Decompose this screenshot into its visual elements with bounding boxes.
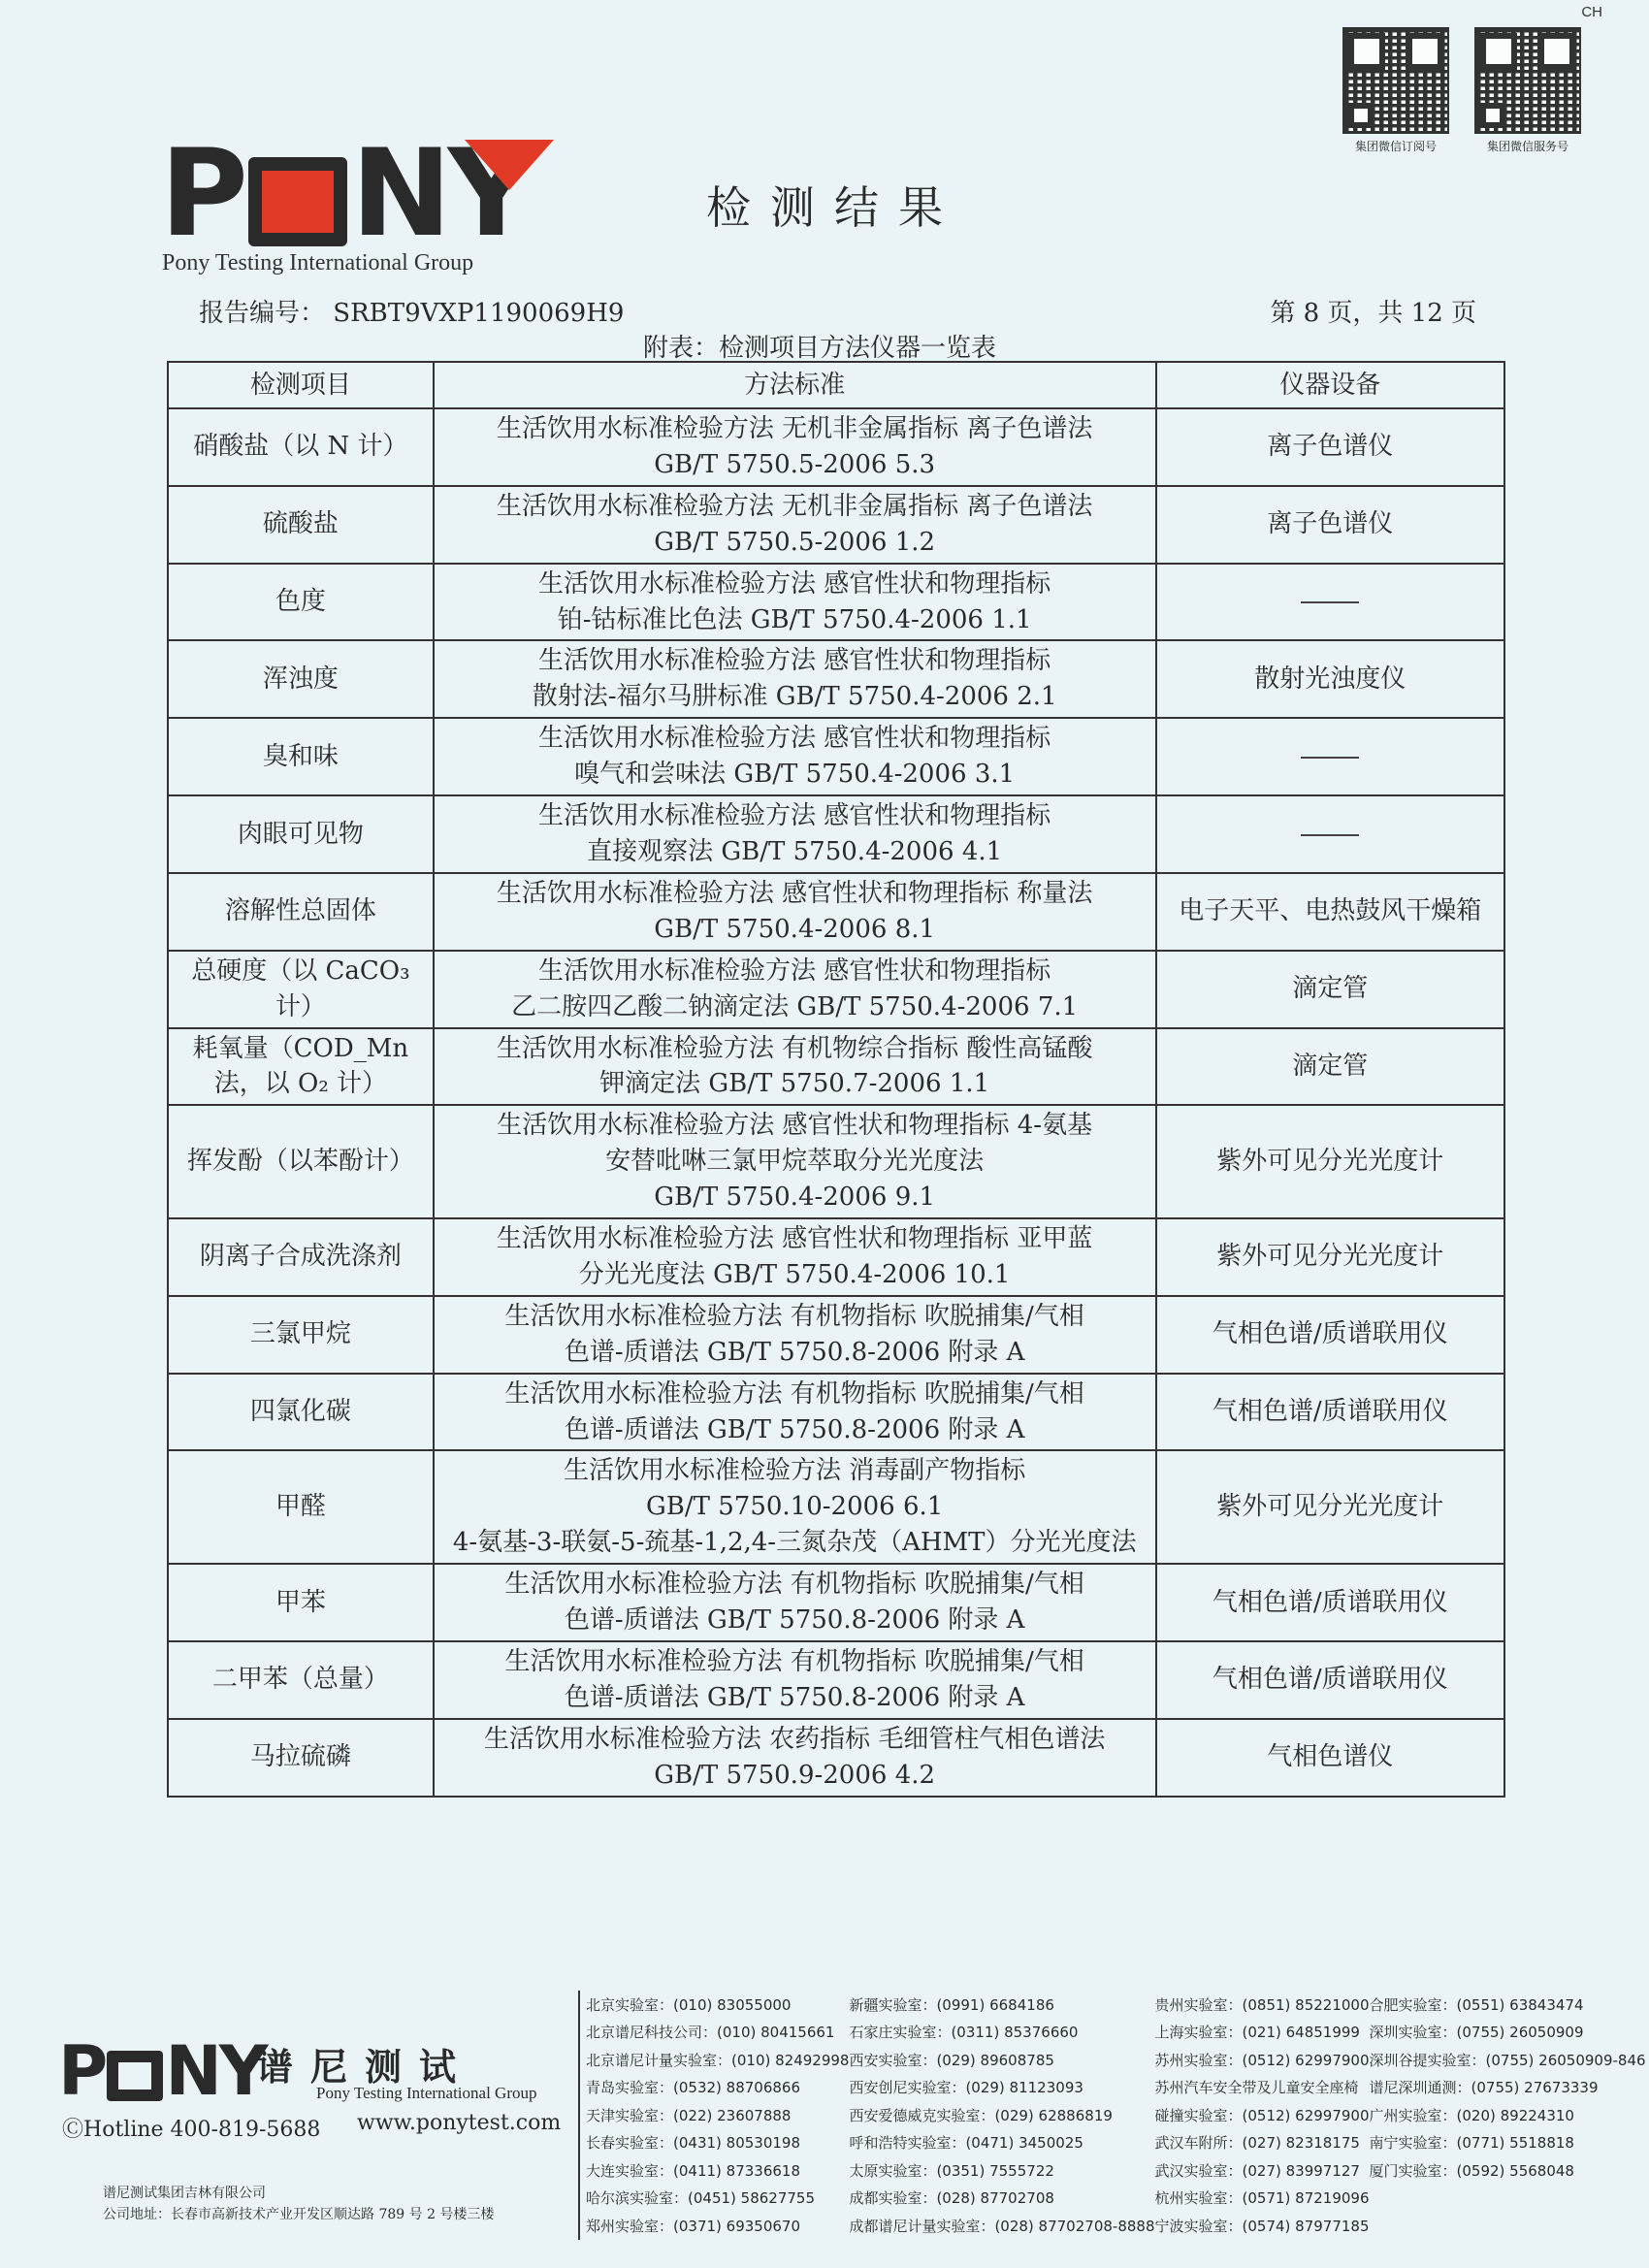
- qr-code-icon: [1342, 27, 1449, 134]
- cell-method: [434, 1296, 1156, 1374]
- cell-item: 肉眼可见物: [168, 795, 434, 873]
- method-line: 生活饮用水标准检验方法 感官性状和物理指标 亚甲蓝: [496, 1224, 1093, 1254]
- table-row: [168, 1641, 1504, 1719]
- cell-device: 气相色谱/质谱联用仪: [1156, 1564, 1504, 1641]
- lab-entry: 贵州实验室：(0851) 85221000: [1154, 1995, 1370, 2014]
- cell-device: 紫外可见分光光度计: [1156, 1450, 1504, 1564]
- footer-logo-letters-ny: NY: [165, 2031, 266, 2111]
- cell-device: 气相色谱/质谱联用仪: [1156, 1641, 1504, 1719]
- table-row: [168, 951, 1504, 1028]
- cell-method: [434, 408, 1156, 486]
- cell-item: 浑浊度: [168, 640, 434, 718]
- table-body: [168, 408, 1504, 1797]
- footer-brand-cn: 谱尼测试: [256, 2046, 474, 2089]
- cell-item: 硝酸盐（以 N 计）: [168, 408, 434, 486]
- cell-device: [1156, 795, 1504, 873]
- method-line: 生活饮用水标准检验方法 感官性状和物理指标: [538, 724, 1051, 754]
- lab-entry: 武汉车附所：(027) 82318175: [1154, 2134, 1360, 2153]
- lab-entry: 呼和浩特实验室：(0471) 3450025: [849, 2134, 1083, 2153]
- table-row: [168, 640, 1504, 718]
- method-line: GB/T 5750.4-2006 9.1: [654, 1183, 936, 1213]
- cell-device: 气相色谱仪: [1156, 1719, 1504, 1797]
- footer-logo: [58, 2031, 266, 2111]
- footer-logo-letter-p: P: [58, 2031, 106, 2111]
- method-line: 散射法-福尔马肼标准 GB/T 5750.4-2006 2.1: [532, 682, 1057, 712]
- table-row: [168, 1564, 1504, 1641]
- method-line: 生活饮用水标准检验方法 感官性状和物理指标 4-氨基: [497, 1111, 1093, 1141]
- lab-entry: 广州实验室：(020) 89224310: [1369, 2106, 1574, 2124]
- lab-entry: 哈尔滨实验室：(0451) 58627755: [586, 2189, 815, 2208]
- company-name: 谱尼测试集团吉林有限公司: [103, 2186, 266, 2201]
- logo-triangle-icon: [465, 140, 554, 190]
- lab-row: [586, 2074, 1646, 2102]
- lab-entry: 石家庄实验室：(0311) 85376660: [849, 2024, 1079, 2042]
- cell-item: 四氯化碳: [168, 1374, 434, 1451]
- cell-method: [434, 640, 1156, 718]
- qr-code-subscribe: [1342, 27, 1449, 154]
- lab-entry: 长春实验室：(0431) 80530198: [586, 2134, 800, 2153]
- method-line: 色谱-质谱法 GB/T 5750.8-2006 附录 A: [564, 1414, 1025, 1444]
- lab-entry: 谱尼深圳通测：(0755) 27673339: [1369, 2079, 1599, 2097]
- method-line: 分光光度法 GB/T 5750.4-2006 10.1: [578, 1259, 1011, 1289]
- logo-letter-p: P: [160, 124, 244, 264]
- table-row: [168, 718, 1504, 795]
- cell-method: [434, 873, 1156, 951]
- copyright-icon: Ⓒ: [62, 2118, 84, 2142]
- table-row: [168, 1374, 1504, 1451]
- table-row: [168, 408, 1504, 486]
- lab-entry: 西安实验室：(029) 89608785: [849, 2051, 1054, 2069]
- method-line: 生活饮用水标准检验方法 有机物指标 吹脱捕集/气相: [504, 1647, 1084, 1676]
- table-row: [168, 1450, 1504, 1564]
- table-subtitle: 附表：检测项目方法仪器一览表: [643, 334, 997, 363]
- qr-caption: 集团微信订阅号: [1354, 140, 1437, 153]
- method-line: 生活饮用水标准检验方法 感官性状和物理指标: [538, 801, 1051, 831]
- lab-row: [586, 2019, 1646, 2047]
- cell-item: 溶解性总固体: [168, 873, 434, 951]
- table-row: [168, 564, 1504, 641]
- method-line: 铂-钴标准比色法 GB/T 5750.4-2006 1.1: [557, 604, 1032, 634]
- header-item: 检测项目: [168, 362, 434, 408]
- lab-entry: 宁波实验室：(0574) 87977185: [1154, 2217, 1370, 2235]
- method-table: [167, 361, 1505, 1798]
- qr-code-icon: [1474, 27, 1581, 134]
- method-line: 生活饮用水标准检验方法 有机物指标 吹脱捕集/气相: [504, 1301, 1084, 1331]
- method-line: 生活饮用水标准检验方法 感官性状和物理指标: [538, 568, 1051, 599]
- lab-entry: 上海实验室：(021) 64851999: [1154, 2024, 1360, 2042]
- cell-method: [434, 1218, 1156, 1296]
- cell-method: [434, 1028, 1156, 1106]
- lab-entry: 大连实验室：(0411) 87336618: [586, 2161, 800, 2180]
- table-row: [168, 1105, 1504, 1218]
- table-row: [168, 1719, 1504, 1797]
- page-title: 检测结果: [706, 181, 962, 234]
- lab-entry: 深圳谷提实验室：(0755) 26050909-846: [1369, 2051, 1646, 2069]
- cell-item: 甲苯: [168, 1564, 434, 1641]
- empty-dash: [1301, 834, 1359, 836]
- table-row: [168, 486, 1504, 564]
- lab-directory: [578, 1991, 1646, 2240]
- table-row: [168, 1296, 1504, 1374]
- method-line: 生活饮用水标准检验方法 有机物指标 吹脱捕集/气相: [504, 1570, 1084, 1600]
- table-header-row: [168, 362, 1504, 408]
- qr-codes: [1342, 27, 1581, 154]
- method-line: 安替吡啉三氯甲烷萃取分光光度法: [605, 1147, 985, 1177]
- method-line: 生活饮用水标准检验方法 消毒副产物指标: [564, 1456, 1026, 1486]
- lab-entry: [1370, 2212, 1646, 2240]
- cell-method: [434, 486, 1156, 564]
- lab-row: [586, 2101, 1646, 2129]
- lab-entry: 深圳实验室：(0755) 26050909: [1369, 2024, 1584, 2042]
- lab-entry: 杭州实验室：(0571) 87219096: [1154, 2189, 1370, 2208]
- method-line: 生活饮用水标准检验方法 有机物指标 吹脱捕集/气相: [504, 1378, 1084, 1409]
- cell-item: 阴离子合成洗涤剂: [168, 1218, 434, 1296]
- method-line: GB/T 5750.10-2006 6.1: [646, 1492, 944, 1522]
- cell-item: 色度: [168, 564, 434, 641]
- lab-entry: 成都谱尼计量实验室：(028) 87702708-8888: [849, 2217, 1155, 2235]
- method-line: 直接观察法 GB/T 5750.4-2006 4.1: [587, 836, 1003, 866]
- hotline: [62, 2113, 320, 2143]
- empty-dash: [1301, 757, 1359, 759]
- lab-row: [586, 2185, 1646, 2213]
- lab-entry: 苏州汽车安全带及儿童安全座椅: [1154, 2079, 1359, 2097]
- method-line: 生活饮用水标准检验方法 感官性状和物理指标 称量法: [496, 878, 1093, 908]
- lab-entry: 西安爱德威克实验室：(029) 62886819: [849, 2106, 1113, 2124]
- cell-method: [434, 718, 1156, 795]
- method-line: GB/T 5750.5-2006 5.3: [654, 449, 936, 479]
- method-line: 4-氨基-3-联氨-5-巯基-1,2,4-三氮杂茂（AHMT）分光光度法: [452, 1528, 1137, 1558]
- method-line: 色谱-质谱法 GB/T 5750.8-2006 附录 A: [564, 1682, 1025, 1712]
- website-link[interactable]: www.ponytest.com: [357, 2111, 562, 2135]
- lab-entry: 新疆实验室：(0991) 6684186: [849, 1995, 1054, 2014]
- logo-subtitle: Pony Testing International Group: [162, 250, 474, 275]
- method-line: 色谱-质谱法 GB/T 5750.8-2006 附录 A: [564, 1337, 1025, 1367]
- header-device: 仪器设备: [1156, 362, 1504, 408]
- lab-row: [586, 2046, 1646, 2074]
- cell-item: 挥发酚（以苯酚计）: [168, 1105, 434, 1218]
- empty-dash: [1301, 601, 1359, 603]
- lab-row: [586, 2129, 1646, 2157]
- table-row: [168, 873, 1504, 951]
- lab-entry: 北京谱尼计量实验室：(010) 82492998: [586, 2051, 850, 2069]
- cell-item: 马拉硫磷: [168, 1719, 434, 1797]
- corner-mark: CH: [1581, 4, 1602, 20]
- lab-entry: [1370, 2185, 1646, 2213]
- method-line: 钾滴定法 GB/T 5750.7-2006 1.1: [599, 1069, 990, 1099]
- cell-device: 紫外可见分光光度计: [1156, 1105, 1504, 1218]
- qr-caption: 集团微信服务号: [1486, 140, 1568, 153]
- lab-list: [586, 1991, 1646, 2240]
- header-method: 方法标准: [434, 362, 1156, 408]
- cell-item: 臭和味: [168, 718, 434, 795]
- cell-method: [434, 1105, 1156, 1218]
- lab-entry: 北京实验室：(010) 83055000: [586, 1995, 792, 2014]
- table-row: [168, 1028, 1504, 1106]
- cell-item: 三氯甲烷: [168, 1296, 434, 1374]
- method-line: 生活饮用水标准检验方法 农药指标 毛细管柱气相色谱法: [483, 1724, 1106, 1754]
- lab-entry: 太原实验室：(0351) 7555722: [849, 2161, 1054, 2180]
- page-number: 第 8 页，共 12 页: [1270, 299, 1476, 328]
- method-line: GB/T 5750.5-2006 1.2: [654, 527, 936, 557]
- lab-entry: 青岛实验室：(0532) 88706866: [586, 2079, 800, 2097]
- method-line: 嗅气和尝味法 GB/T 5750.4-2006 3.1: [574, 760, 1016, 790]
- cell-method: [434, 795, 1156, 873]
- lab-entry: 南宁实验室：(0771) 5518818: [1369, 2134, 1574, 2153]
- cell-item: 耗氧量（COD_Mn 法，以 O₂ 计）: [168, 1028, 434, 1106]
- cell-device: 离子色谱仪: [1156, 486, 1504, 564]
- lab-row: [586, 2156, 1646, 2185]
- method-line: GB/T 5750.9-2006 4.2: [654, 1760, 936, 1790]
- lab-row: [586, 2212, 1646, 2240]
- cell-device: 电子天平、电热鼓风干燥箱: [1156, 873, 1504, 951]
- cell-device: 气相色谱/质谱联用仪: [1156, 1296, 1504, 1374]
- method-line: 生活饮用水标准检验方法 有机物综合指标 酸性高锰酸: [496, 1033, 1093, 1063]
- method-line: GB/T 5750.4-2006 8.1: [654, 914, 936, 944]
- hotline-text: Hotline 400-819-5688: [83, 2118, 321, 2142]
- method-line: 色谱-质谱法 GB/T 5750.8-2006 附录 A: [564, 1605, 1025, 1636]
- cell-device: 滴定管: [1156, 1028, 1504, 1106]
- cell-item: 二甲苯（总量）: [168, 1641, 434, 1719]
- lab-entry: 厦门实验室：(0592) 5568048: [1369, 2161, 1574, 2180]
- lab-entry: 苏州实验室：(0512) 62997900: [1154, 2051, 1370, 2069]
- cell-method: [434, 1641, 1156, 1719]
- cell-item: 总硬度（以 CaCO₃ 计）: [168, 951, 434, 1028]
- cell-device: 散射光浊度仪: [1156, 640, 1504, 718]
- cell-method: [434, 1450, 1156, 1564]
- table-row: [168, 1218, 1504, 1296]
- lab-entry: 北京谱尼科技公司：(010) 80415661: [586, 2024, 835, 2042]
- lab-entry: 郑州实验室：(0371) 69350670: [586, 2217, 800, 2235]
- cell-device: [1156, 718, 1504, 795]
- method-line: 生活饮用水标准检验方法 感官性状和物理指标: [538, 956, 1051, 986]
- cell-device: 紫外可见分光光度计: [1156, 1218, 1504, 1296]
- cell-method: [434, 1564, 1156, 1641]
- cell-method: [434, 1374, 1156, 1451]
- qr-code-service: [1474, 27, 1581, 154]
- cell-method: [434, 951, 1156, 1028]
- lab-entry: 天津实验室：(022) 23607888: [586, 2106, 792, 2124]
- method-line: 生活饮用水标准检验方法 感官性状和物理指标: [538, 646, 1051, 676]
- company-address: 公司地址：长春市高新技术产业开发区顺达路 789 号 2 号楼三楼: [103, 2207, 495, 2223]
- lab-entry: 碰撞实验室：(0512) 62997900: [1154, 2106, 1370, 2124]
- cell-item: 甲醛: [168, 1450, 434, 1564]
- lab-entry: 合肥实验室：(0551) 63843474: [1369, 1995, 1584, 2014]
- cell-item: 硫酸盐: [168, 486, 434, 564]
- lab-entry: 西安创尼实验室：(029) 81123093: [849, 2079, 1083, 2097]
- cell-device: 气相色谱/质谱联用仪: [1156, 1374, 1504, 1451]
- report-number: 报告编号： SRBT9VXP1190069H9: [199, 299, 625, 328]
- cell-device: [1156, 564, 1504, 641]
- cell-device: 离子色谱仪: [1156, 408, 1504, 486]
- cell-method: [434, 1719, 1156, 1797]
- cell-device: 滴定管: [1156, 951, 1504, 1028]
- lab-entry: 成都实验室：(028) 87702708: [849, 2189, 1054, 2208]
- footer-brand-en: Pony Testing International Group: [316, 2084, 537, 2102]
- cell-method: [434, 564, 1156, 641]
- method-line: 生活饮用水标准检验方法 无机非金属指标 离子色谱法: [496, 414, 1093, 443]
- footer-logo-o-shape: [107, 2051, 163, 2101]
- lab-entry: 武汉实验室：(027) 83997127: [1154, 2161, 1360, 2180]
- method-line: 乙二胺四乙酸二钠滴定法 GB/T 5750.4-2006 7.1: [511, 991, 1079, 1021]
- logo-o-shape: [248, 157, 347, 246]
- lab-row: [586, 1991, 1646, 2019]
- company-info: [103, 2183, 494, 2226]
- logo-letters-ny: NY: [350, 124, 532, 264]
- method-line: 生活饮用水标准检验方法 无机非金属指标 离子色谱法: [496, 491, 1093, 521]
- table-row: [168, 795, 1504, 873]
